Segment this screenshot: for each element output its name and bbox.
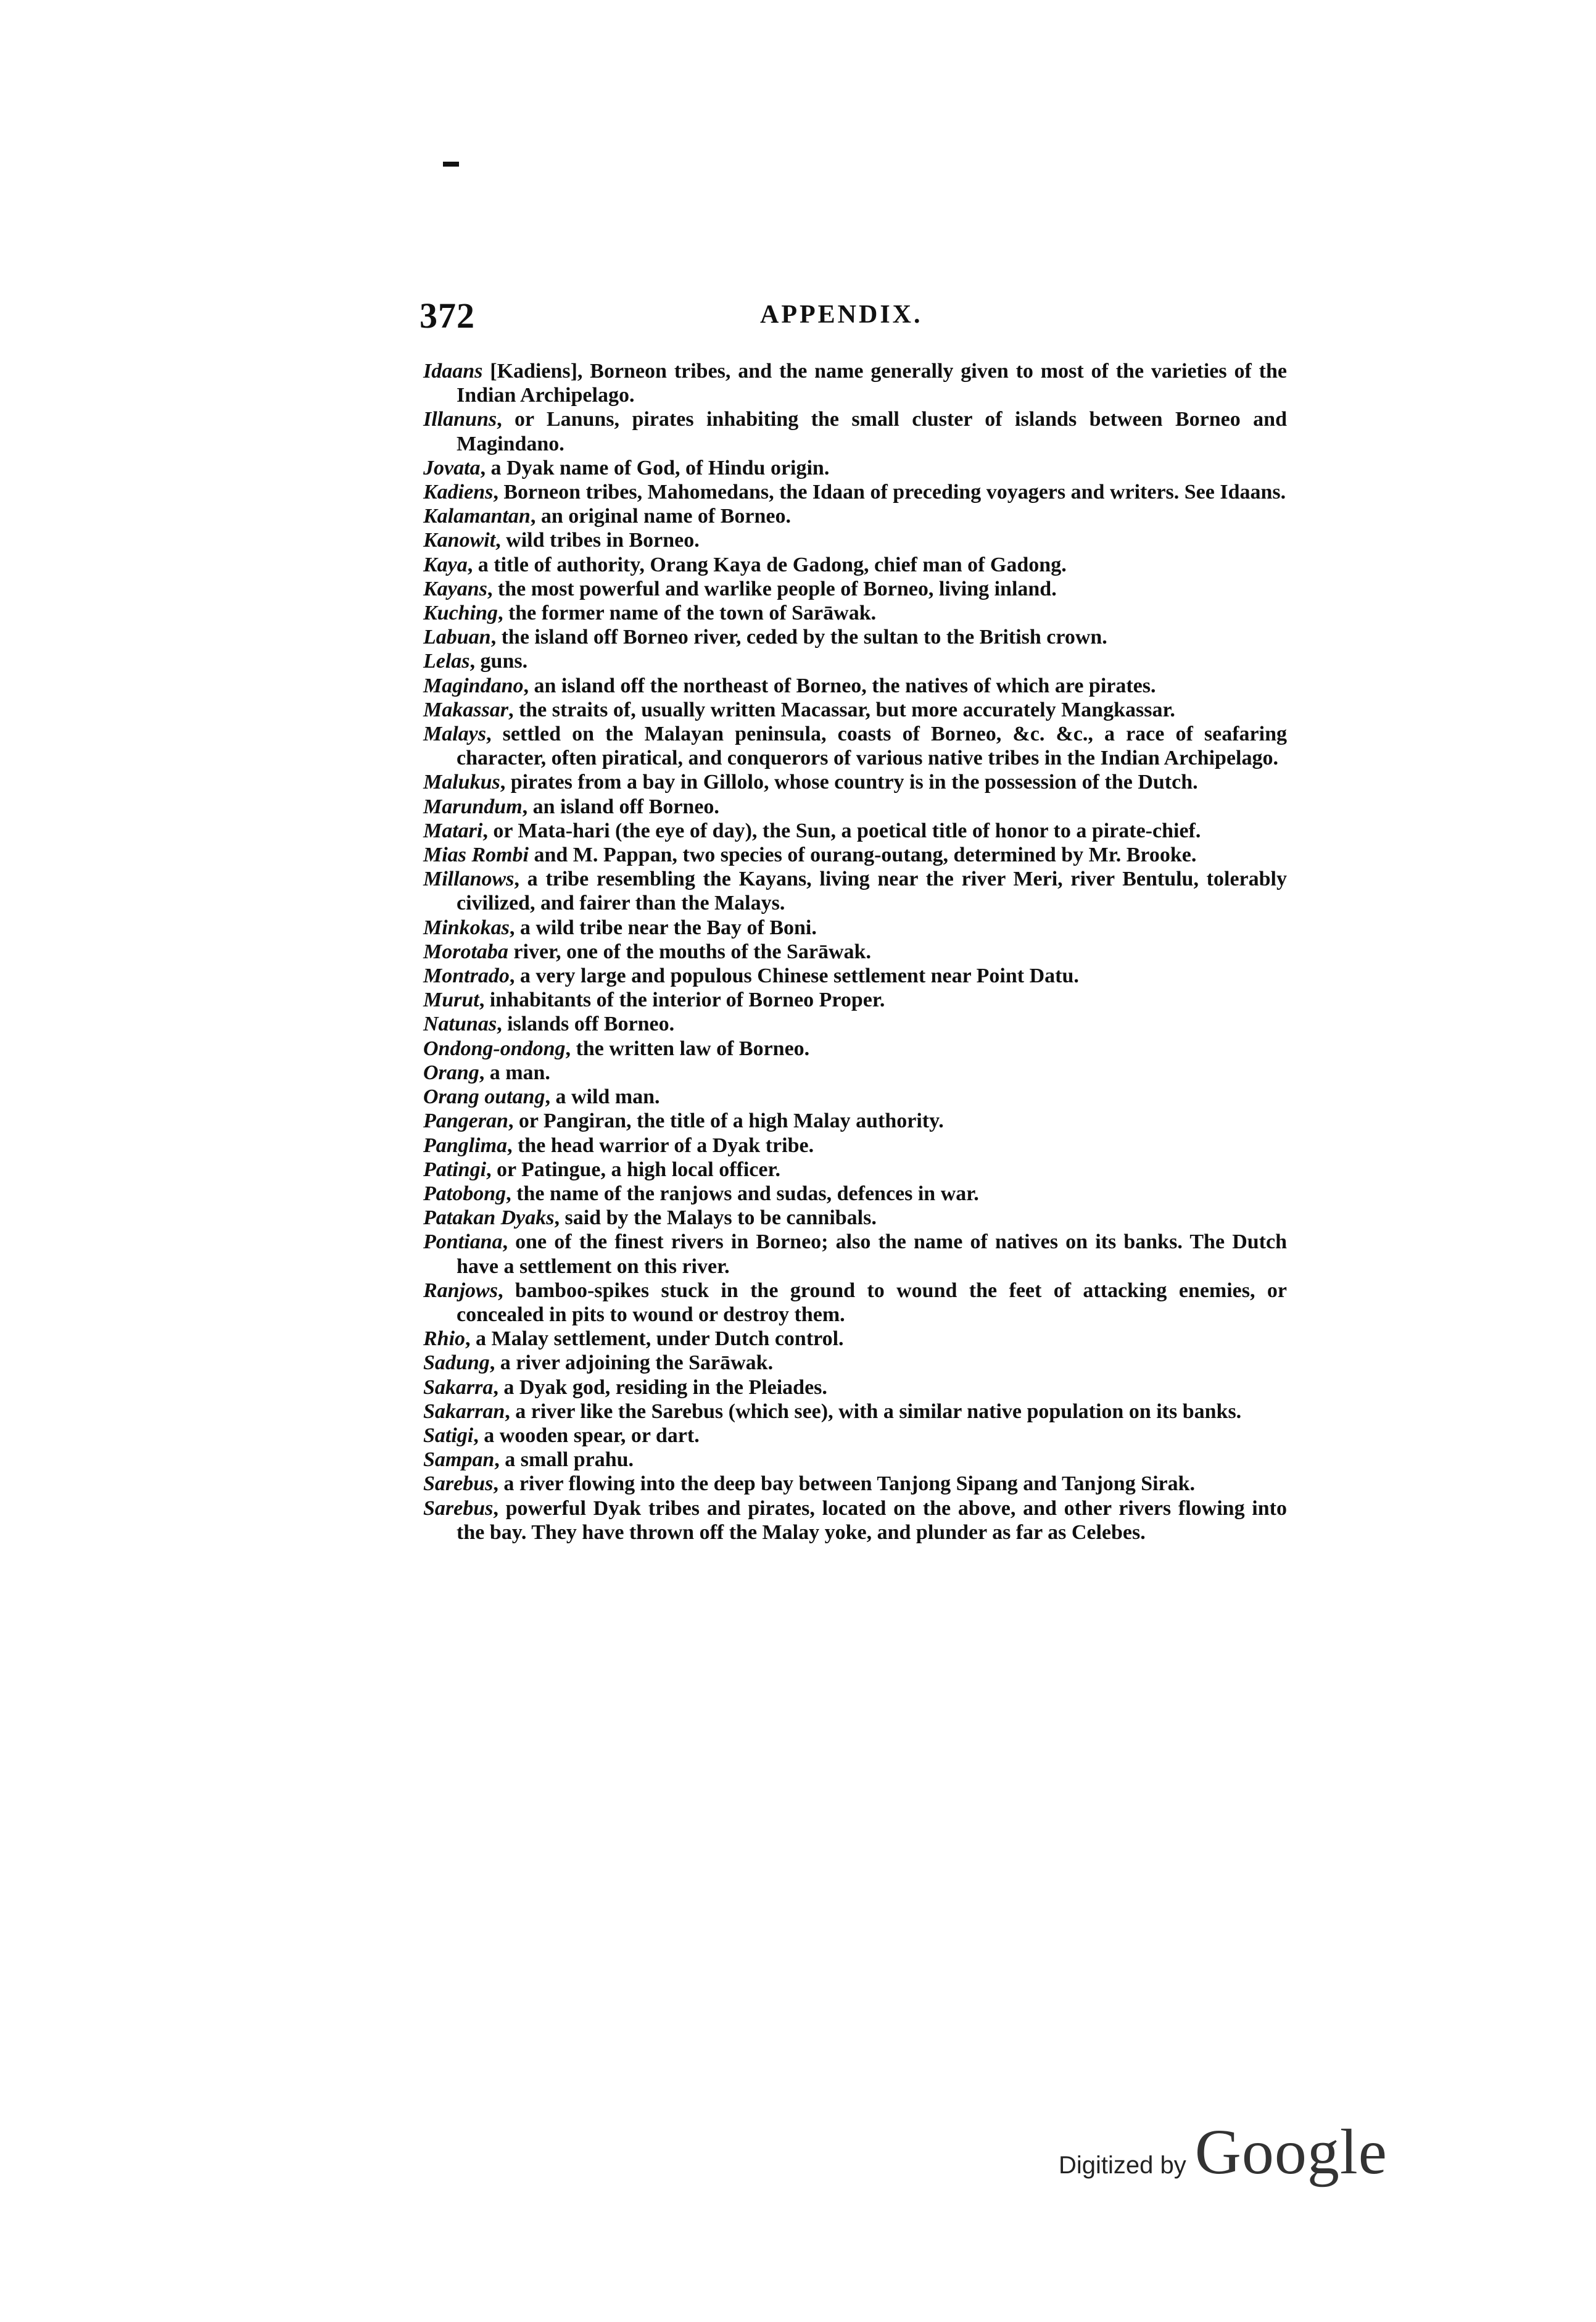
- entry-definition: , the island off Borneo river, ceded by the sultan to the British crown.: [490, 626, 1107, 649]
- glossary-entry: [423, 1230, 1287, 1278]
- glossary-entry: [423, 867, 1287, 915]
- entry-definition: , powerful Dyak tribes and pirates, located on the above, and other rivers flowing into the bay. They have thrown off the Malay yoke, and plunder as far as Celebes.: [457, 1496, 1287, 1544]
- entry-term: Idaans: [423, 360, 483, 383]
- entry-definition: , or Lanuns, pirates inhabiting the small cluster of islands between Borneo and Magindano.: [457, 408, 1287, 455]
- entry-term: Ondong-ondong: [423, 1037, 566, 1060]
- entry-definition: , or Pangiran, the title of a high Malay authority.: [508, 1109, 944, 1133]
- entry-term: Labuan: [423, 626, 491, 649]
- entry-term: Kuching: [423, 602, 498, 625]
- entry-definition: , an original name of Borneo.: [530, 505, 792, 528]
- entry-term: Illanuns: [423, 408, 497, 431]
- entry-term: Orang: [423, 1061, 479, 1084]
- glossary-entry: [423, 843, 1287, 867]
- entry-term: Kaya: [423, 553, 468, 576]
- entry-term: Ranjows: [423, 1279, 498, 1302]
- digitized-footer: [1059, 2115, 1387, 2189]
- entry-term: Sakarra: [423, 1375, 494, 1399]
- glossary-entry: [423, 795, 1287, 819]
- entry-term: Malukus: [423, 771, 500, 794]
- glossary-entry: [423, 819, 1287, 843]
- glossary-entry: [423, 359, 1287, 407]
- glossary-entry: [423, 553, 1287, 577]
- entry-term: Magindano: [423, 674, 524, 697]
- entry-term: Jovata: [423, 456, 481, 479]
- entry-definition: , the most powerful and warlike people of Borneo, living inland.: [487, 577, 1057, 600]
- entry-term: Kalamantan: [423, 505, 531, 528]
- entry-definition: , a Dyak name of God, of Hindu origin.: [480, 456, 830, 479]
- entry-term: Patakan Dyaks: [423, 1206, 555, 1230]
- entry-term: Sampan: [423, 1448, 495, 1472]
- glossary-entry: [423, 1012, 1287, 1036]
- glossary-entry: [423, 940, 1287, 964]
- entry-definition: , bamboo-spikes stuck in the ground to wound the feet of attacking enemies, or concealed in pits to wound or destroy them.: [457, 1279, 1287, 1326]
- entry-term: Sarebus: [423, 1472, 494, 1496]
- glossary-entry: [423, 1424, 1287, 1448]
- entry-term: Sakarran: [423, 1399, 505, 1423]
- entry-definition: , inhabitants of the interior of Borneo Proper.: [479, 989, 885, 1012]
- entry-definition: , a tribe resembling the Kayans, living near the river Meri, river Bentulu, tolerably civilized, and fairer than the Malays.: [457, 868, 1287, 915]
- glossary-entry: [423, 1279, 1287, 1327]
- glossary-entry: [423, 1351, 1287, 1375]
- glossary-entry: [423, 698, 1287, 722]
- glossary-entry: [423, 1182, 1287, 1206]
- entry-definition: , Borneon tribes, Mahomedans, the Idaan of preceding voyagers and writers. See Idaans.: [493, 481, 1286, 504]
- entry-definition: and M. Pappan, two species of ourang-outang, determined by Mr. Brooke.: [528, 844, 1197, 867]
- glossary-entry: [423, 1061, 1287, 1085]
- digitized-label: Digitized by: [1059, 2152, 1186, 2179]
- entry-term: Natunas: [423, 1013, 497, 1036]
- glossary-entry: [423, 1327, 1287, 1351]
- entry-term: Satigi: [423, 1424, 474, 1447]
- glossary-entry: [423, 916, 1287, 940]
- entry-definition: [Kadiens], Borneon tribes, and the name generally given to most of the varieties of the Indian Archipelago.: [457, 360, 1287, 407]
- entry-definition: , a wild tribe near the Bay of Boni.: [509, 916, 817, 939]
- entry-definition: , the written law of Borneo.: [565, 1037, 810, 1060]
- entry-definition: , a small prahu.: [494, 1448, 634, 1472]
- entry-definition: , one of the finest rivers in Borneo; also the name of natives on its banks. The Dutch have a settlement on this river.: [457, 1230, 1287, 1278]
- entry-term: Marundum: [423, 795, 523, 818]
- entry-term: Malays: [423, 723, 486, 746]
- entry-definition: , an island off Borneo.: [522, 795, 719, 818]
- entry-definition: , wild tribes in Borneo.: [495, 529, 700, 552]
- glossary-entries: [423, 359, 1287, 1545]
- entry-term: Morotaba: [423, 940, 508, 963]
- glossary-entry: [423, 649, 1287, 673]
- entry-definition: , a man.: [479, 1061, 550, 1084]
- entry-definition: , a Dyak god, residing in the Pleiades.: [493, 1375, 827, 1399]
- glossary-entry: [423, 964, 1287, 988]
- glossary-entry: [423, 456, 1287, 480]
- glossary-entry: [423, 674, 1287, 698]
- google-logo: Google: [1194, 2117, 1387, 2187]
- page-number: 372: [420, 296, 475, 336]
- glossary-entry: [423, 1206, 1287, 1230]
- entry-definition: , islands off Borneo.: [497, 1013, 675, 1036]
- entry-term: Minkokas: [423, 916, 510, 939]
- glossary-entry: [423, 988, 1287, 1012]
- entry-definition: , a river adjoining the Sarāwak.: [489, 1351, 774, 1375]
- entry-definition: , a wild man.: [545, 1085, 660, 1109]
- entry-term: Pontiana: [423, 1230, 503, 1254]
- entry-term: Montrado: [423, 964, 510, 988]
- entry-definition: , the name of the ranjows and sudas, defences in war.: [506, 1182, 979, 1205]
- entry-definition: , the former name of the town of Sarāwak.: [497, 602, 877, 625]
- entry-term: Murut: [423, 989, 479, 1012]
- glossary-entry: [423, 1158, 1287, 1182]
- glossary-entry: [423, 625, 1287, 649]
- glossary-entry: [423, 1375, 1287, 1399]
- entry-term: Kanowit: [423, 529, 496, 552]
- entry-term: Orang outang: [423, 1085, 545, 1109]
- glossary-entry: [423, 528, 1287, 552]
- entry-term: Millanows: [423, 868, 515, 891]
- glossary-entry: [423, 1399, 1287, 1424]
- entry-definition: , said by the Malays to be cannibals.: [554, 1206, 877, 1230]
- entry-definition: , an island off the northeast of Borneo, the natives of which are pirates.: [523, 674, 1156, 697]
- glossary-entry: [423, 601, 1287, 625]
- glossary-entry: [423, 1109, 1287, 1133]
- glossary-entry: [423, 1448, 1287, 1472]
- glossary-entry: [423, 1134, 1287, 1158]
- glossary-entry: [423, 480, 1287, 504]
- top-dash-mark: [443, 162, 459, 167]
- entry-term: Pangeran: [423, 1109, 508, 1133]
- entry-term: Kadiens: [423, 481, 494, 504]
- entry-definition: , a very large and populous Chinese settlement near Point Datu.: [509, 964, 1079, 988]
- entry-definition: , the straits of, usually written Macassar, but more accurately Mangkassar.: [508, 698, 1175, 721]
- entry-definition: , a river flowing into the deep bay between Tanjong Sipang and Tanjong Sirak.: [493, 1472, 1196, 1496]
- glossary-entry: [423, 1472, 1287, 1496]
- entry-definition: , the head warrior of a Dyak tribe.: [507, 1134, 814, 1157]
- entry-term: Sarebus: [423, 1496, 494, 1520]
- glossary-entry: [423, 504, 1287, 528]
- entry-term: Matari: [423, 819, 483, 842]
- entry-term: Makassar: [423, 698, 508, 721]
- glossary-entry: [423, 1496, 1287, 1545]
- entry-definition: , guns.: [469, 650, 528, 673]
- entry-term: Kayans: [423, 577, 487, 600]
- glossary-entry: [423, 1085, 1287, 1109]
- entry-term: Mias Rombi: [423, 844, 529, 867]
- entry-term: Patobong: [423, 1182, 507, 1205]
- glossary-entry: [423, 722, 1287, 770]
- entry-term: Lelas: [423, 650, 470, 673]
- entry-definition: , or Patingue, a high local officer.: [486, 1158, 780, 1181]
- entry-definition: , or Mata-hari (the eye of day), the Sun, a poetical title of honor to a pirate-chief.: [482, 819, 1201, 842]
- entry-definition: , a wooden spear, or dart.: [473, 1424, 700, 1447]
- entry-term: Rhio: [423, 1327, 466, 1351]
- entry-definition: , a river like the Sarebus (which see), with a similar native population on its banks.: [505, 1399, 1242, 1423]
- entry-definition: , settled on the Malayan peninsula, coasts of Borneo, &c. &c., a race of seafaring character, often piratical, and conquerors of various native tribes in the Indian Archipelago.: [457, 723, 1287, 770]
- entry-term: Panglima: [423, 1134, 508, 1157]
- entry-definition: , a Malay settlement, under Dutch control.: [465, 1327, 844, 1351]
- glossary-entry: [423, 577, 1287, 601]
- entry-definition: , a title of authority, Orang Kaya de Gadong, chief man of Gadong.: [467, 553, 1067, 576]
- glossary-entry: [423, 1037, 1287, 1061]
- running-head: APPENDIX.: [760, 301, 923, 329]
- entry-definition: river, one of the mouths of the Sarāwak.: [508, 940, 871, 963]
- entry-term: Sadung: [423, 1351, 490, 1375]
- glossary-entry: [423, 770, 1287, 794]
- entry-term: Patingi: [423, 1158, 487, 1181]
- entry-definition: , pirates from a bay in Gillolo, whose country is in the possession of the Dutch.: [500, 771, 1198, 794]
- glossary-entry: [423, 407, 1287, 455]
